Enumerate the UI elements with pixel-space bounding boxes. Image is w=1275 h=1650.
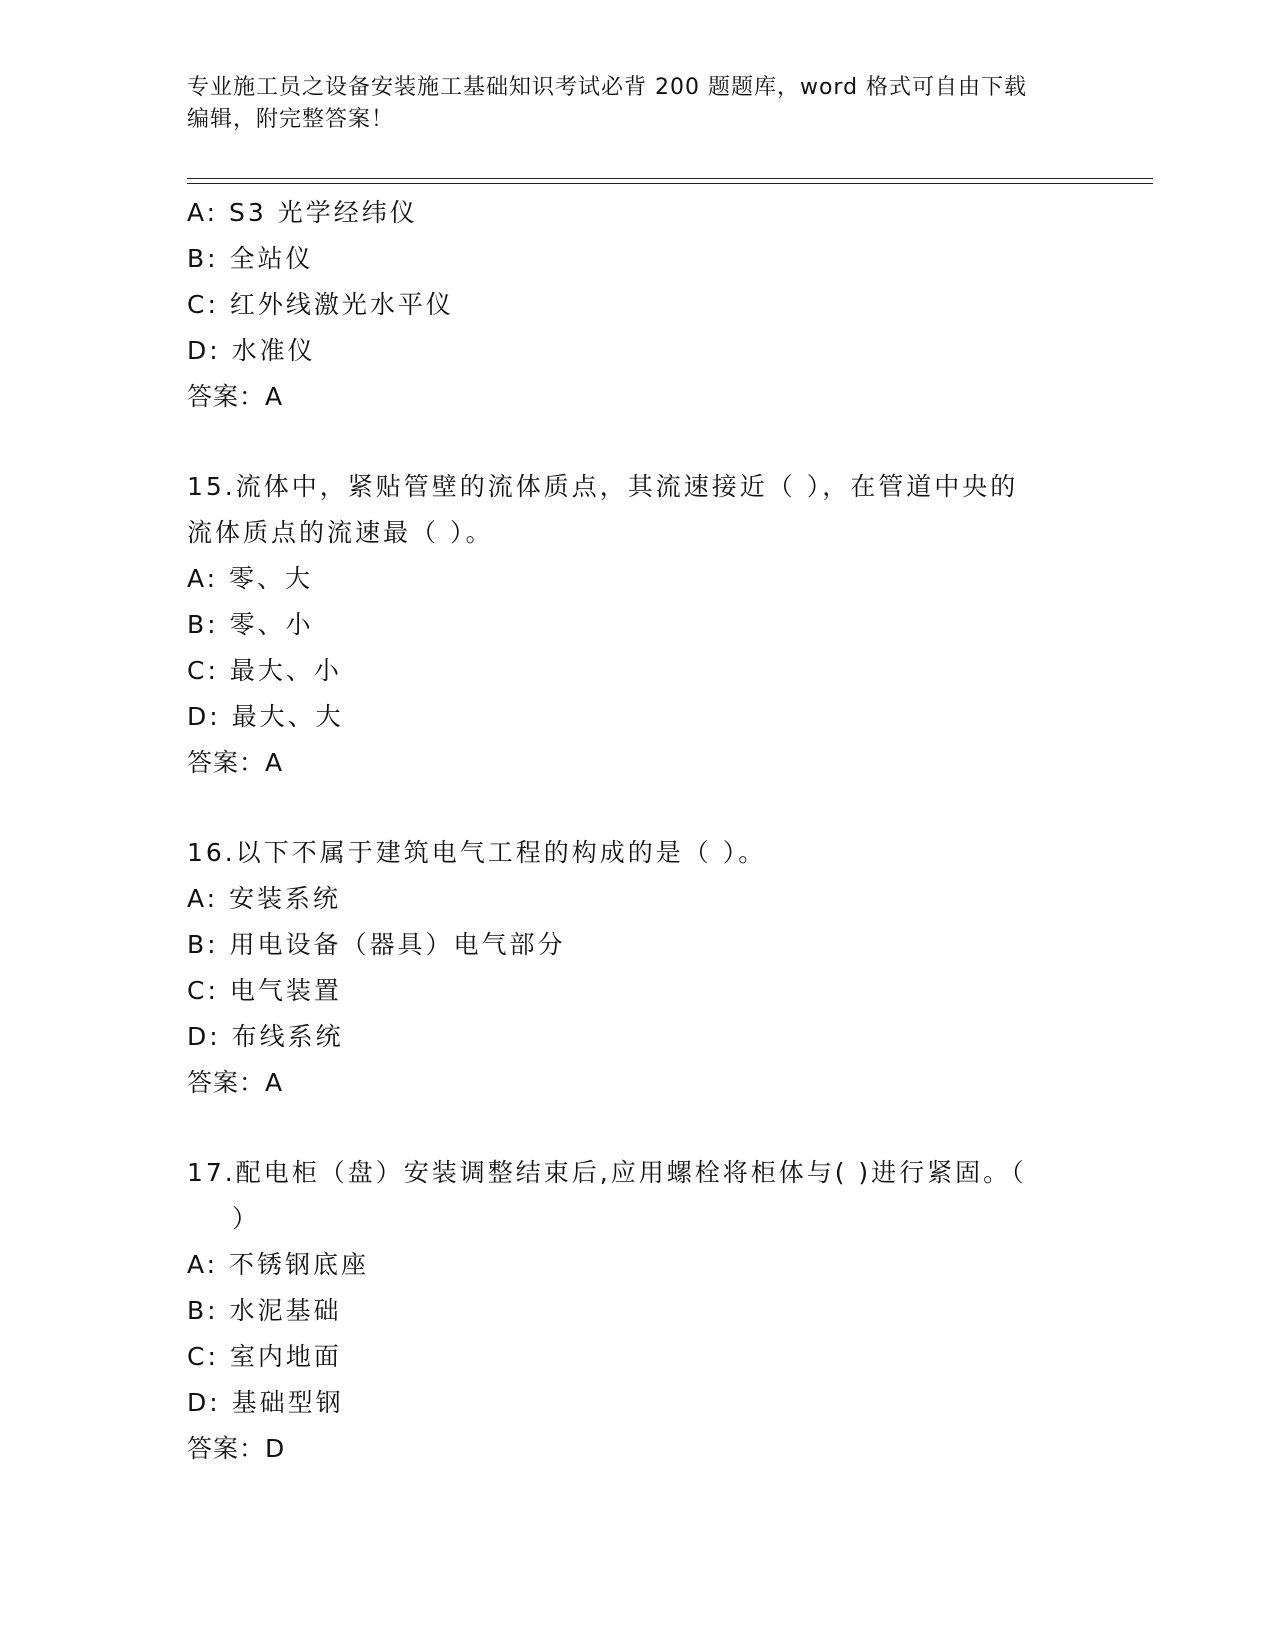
answer: 答案：D (187, 1434, 286, 1463)
answer: 答案：A (187, 748, 284, 777)
option-d: D: 最大、大 (187, 702, 344, 731)
header-rule-bottom (187, 183, 1153, 184)
header-line-2: 编辑，附完整答案！ (187, 107, 395, 132)
spacer (187, 786, 1087, 830)
spacer (187, 420, 1087, 464)
option-a: A: 安装系统 (187, 884, 342, 913)
answer: 答案：A (187, 1068, 284, 1097)
question-stem: 17.配电柜（盘）安装调整结束后,应用螺栓将柜体与( )进行紧固。（ (187, 1158, 1027, 1187)
option-c: C: 红外线激光水平仪 (187, 290, 454, 319)
option-d: D: 布线系统 (187, 1022, 344, 1051)
option-a: A: 零、大 (187, 564, 314, 593)
question-stem-cont: ） (232, 1204, 261, 1233)
option-b: B: 用电设备（器具）电气部分 (187, 930, 566, 959)
document-header (187, 72, 1067, 136)
question-list (187, 190, 1087, 1472)
option-b: B: 全站仪 (187, 244, 314, 273)
question-17 (187, 1150, 1087, 1472)
option-c: C: 电气装置 (187, 976, 342, 1005)
question-15 (187, 464, 1087, 786)
spacer (187, 1106, 1087, 1150)
option-d: D: 水准仪 (187, 336, 316, 365)
option-b: B: 水泥基础 (187, 1296, 342, 1325)
question-16 (187, 830, 1087, 1106)
option-d: D: 基础型钢 (187, 1388, 344, 1417)
option-c: C: 最大、小 (187, 656, 342, 685)
question-stem-cont: 流体质点的流速最（ ）。 (187, 518, 494, 547)
header-rule-top (187, 178, 1153, 179)
question-stem: 15.流体中，紧贴管壁的流体质点，其流速接近（ ），在管道中央的 (187, 472, 1019, 501)
header-line-1: 专业施工员之设备安装施工基础知识考试必背 200 题题库，word 格式可自由下载 (187, 75, 1028, 100)
option-c: C: 室内地面 (187, 1342, 342, 1371)
option-a: A: 不锈钢底座 (187, 1250, 370, 1279)
option-a: A: S3 光学经纬仪 (187, 198, 418, 227)
question-stem: 16.以下不属于建筑电气工程的构成的是（ ）。 (187, 838, 767, 867)
answer: 答案：A (187, 382, 284, 411)
question-14 (187, 190, 1087, 420)
option-b: B: 零、小 (187, 610, 314, 639)
